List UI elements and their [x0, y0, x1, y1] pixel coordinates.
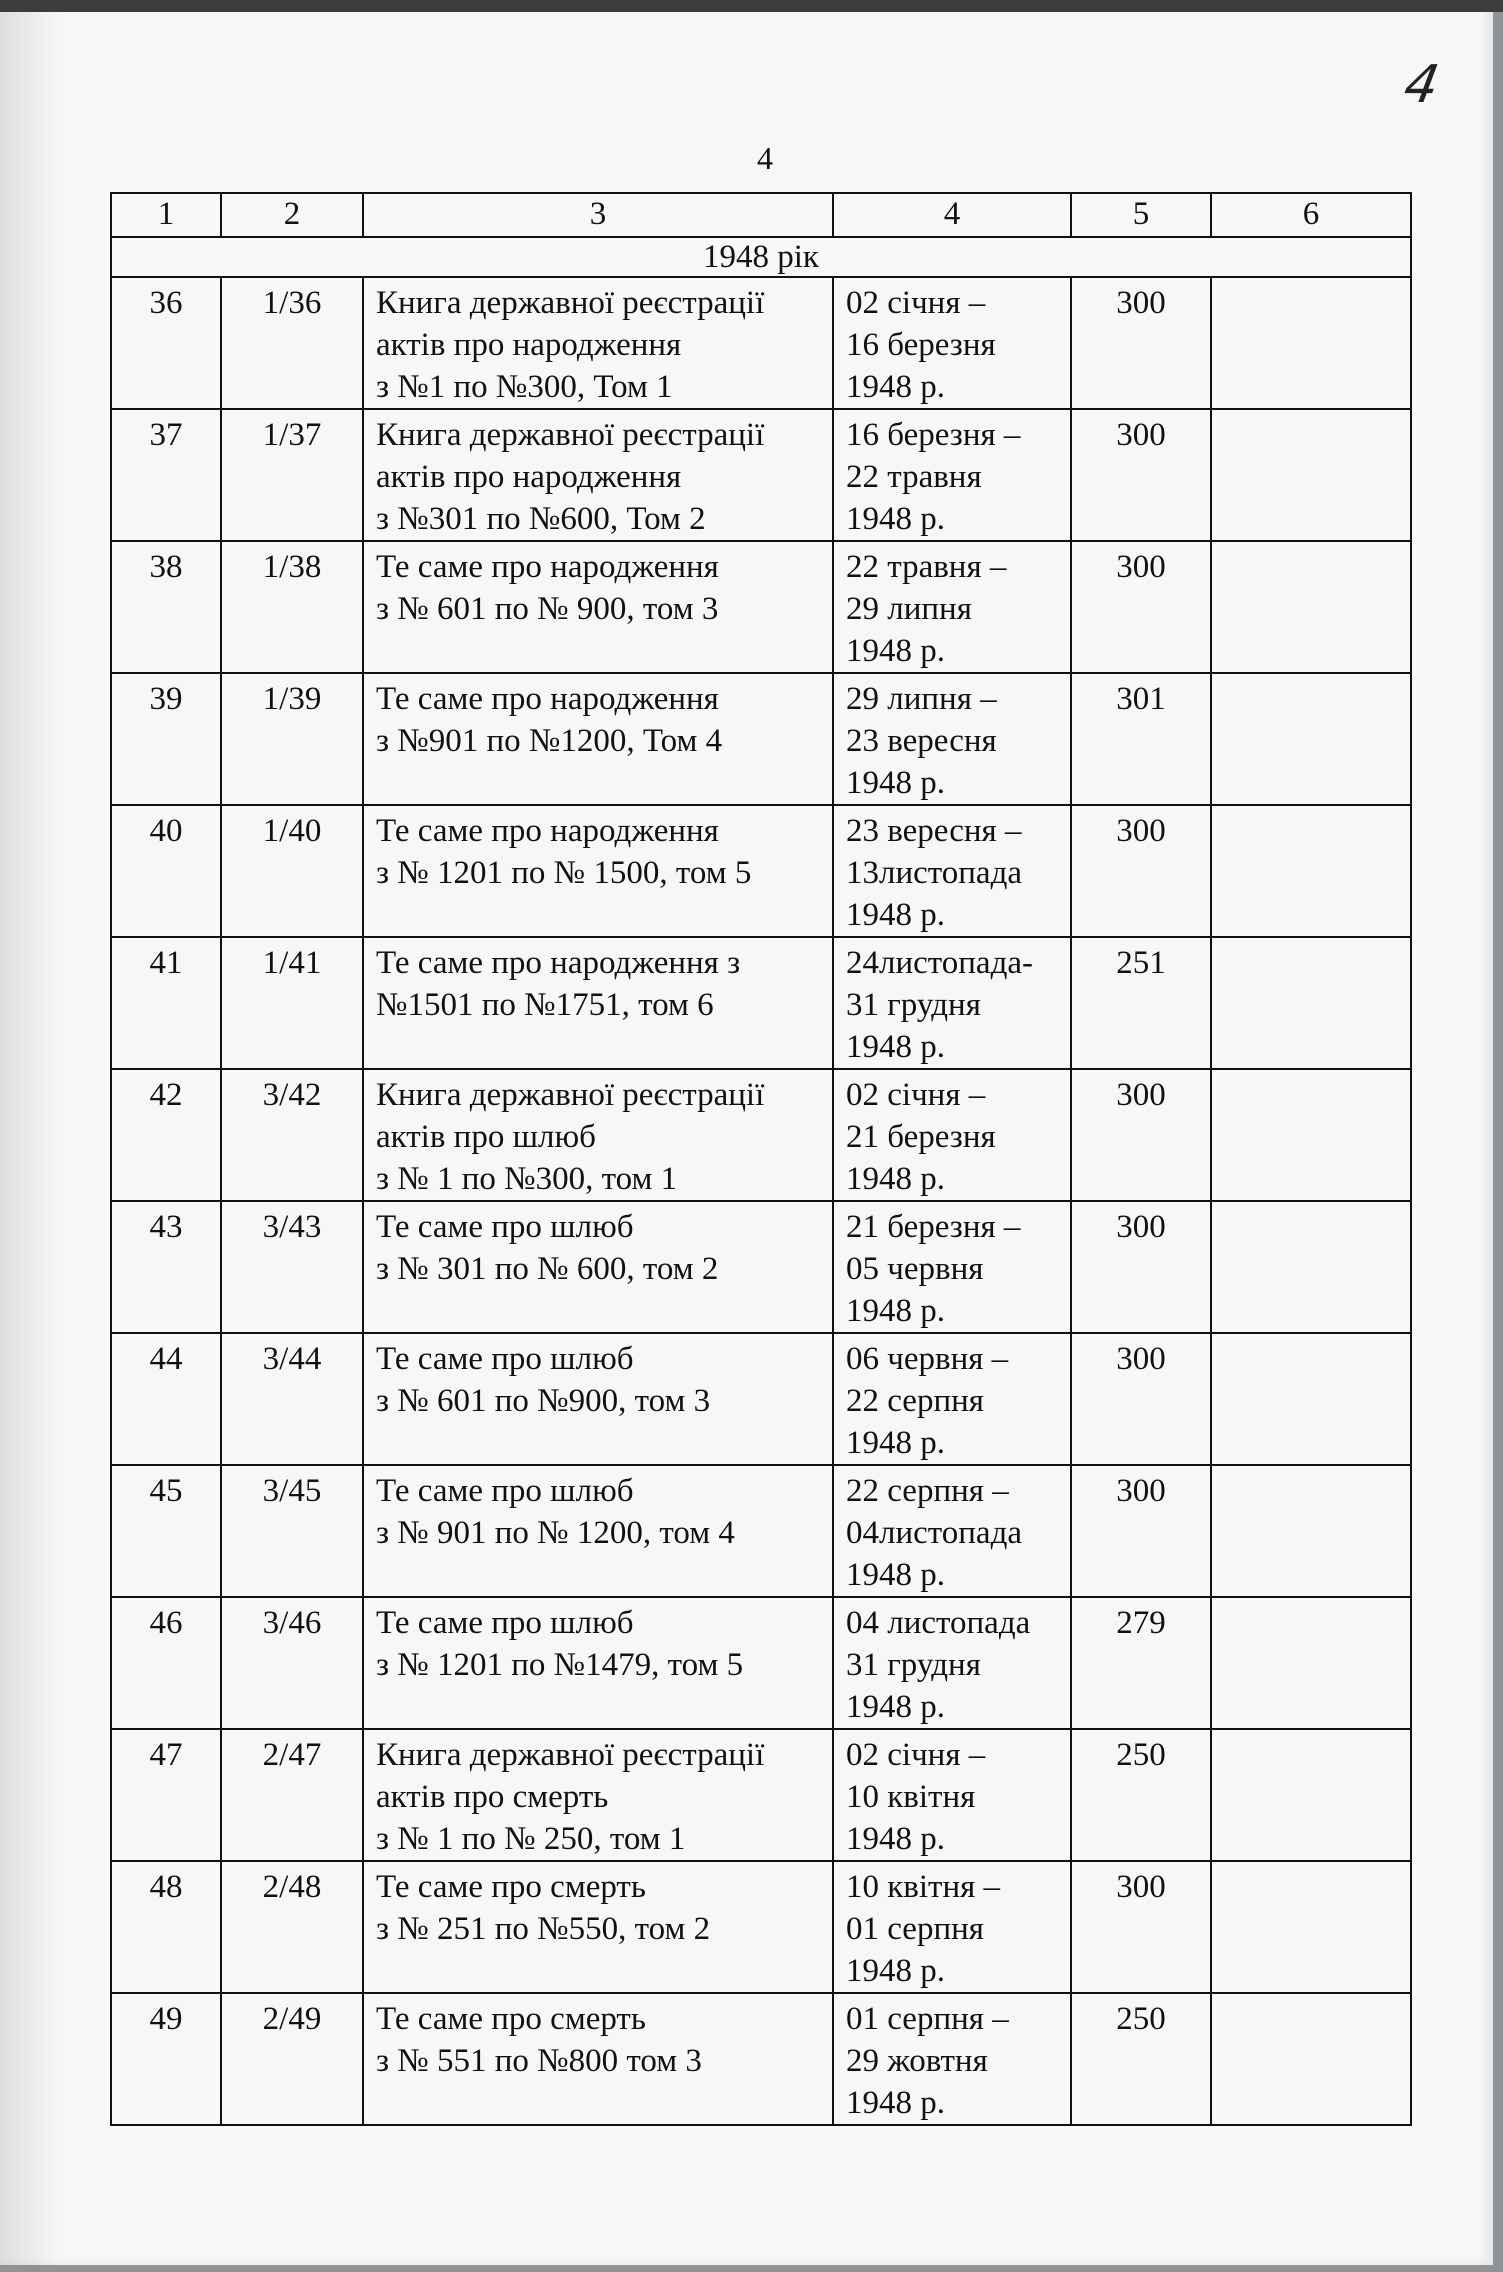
note — [1211, 277, 1411, 409]
sheet-count: 300 — [1071, 277, 1211, 409]
file-title-line: Те саме про шлюб — [376, 1473, 634, 1509]
date-line: 22 травня — [846, 459, 982, 495]
file-code: 1/38 — [221, 541, 363, 673]
date-range — [833, 1069, 1071, 1201]
table-row — [111, 541, 1411, 673]
file-title-line: Те саме про народження — [376, 549, 719, 585]
file-code: 3/46 — [221, 1597, 363, 1729]
file-title-line: з № 901 по № 1200, том 4 — [376, 1515, 735, 1551]
sheet-count: 301 — [1071, 673, 1211, 805]
file-title-line: з № 1201 по №1479, том 5 — [376, 1647, 744, 1683]
file-title — [363, 1333, 833, 1465]
date-line: 23 вересня — [846, 723, 997, 759]
date-range — [833, 1201, 1071, 1333]
date-line: 21 березня — [846, 1119, 996, 1155]
table-row — [111, 1861, 1411, 1993]
table-row — [111, 1597, 1411, 1729]
date-line: 02 січня – — [846, 1077, 986, 1113]
file-title-line: з № 251 по №550, том 2 — [376, 1911, 711, 1947]
file-title — [363, 1069, 833, 1201]
file-code: 1/37 — [221, 409, 363, 541]
sheet-count: 250 — [1071, 1993, 1211, 2125]
date-line: 1948 р. — [846, 501, 945, 537]
file-title — [363, 805, 833, 937]
date-range — [833, 1597, 1071, 1729]
date-line: 22 серпня – — [846, 1473, 1009, 1509]
date-line: 29 жовтня — [846, 2043, 988, 2079]
row-number: 43 — [111, 1201, 221, 1333]
note — [1211, 673, 1411, 805]
date-line: 1948 р. — [846, 1821, 945, 1857]
table-row — [111, 1729, 1411, 1861]
date-line: 21 березня – — [846, 1209, 1021, 1245]
date-line: 16 березня — [846, 327, 996, 363]
file-code: 2/49 — [221, 1993, 363, 2125]
date-range — [833, 1333, 1071, 1465]
scan-edge — [0, 0, 1503, 12]
file-title — [363, 1993, 833, 2125]
date-line: 1948 р. — [846, 1293, 945, 1329]
file-title-line: актів про смерть — [376, 1779, 609, 1815]
date-range — [833, 673, 1071, 805]
date-range — [833, 409, 1071, 541]
file-title — [363, 277, 833, 409]
date-line: 22 травня – — [846, 549, 1007, 585]
date-line: 01 серпня — [846, 1911, 984, 1947]
date-line: 1948 р. — [846, 1953, 945, 1989]
file-title-line: з № 601 по №900, том 3 — [376, 1383, 711, 1419]
date-line: 1948 р. — [846, 765, 945, 801]
note — [1211, 805, 1411, 937]
note — [1211, 1333, 1411, 1465]
date-line: 1948 р. — [846, 1425, 945, 1461]
note — [1211, 1069, 1411, 1201]
row-number: 40 — [111, 805, 221, 937]
note — [1211, 541, 1411, 673]
note — [1211, 1465, 1411, 1597]
file-title-line: з № 601 по № 900, том 3 — [376, 591, 719, 627]
sheet-count: 300 — [1071, 409, 1211, 541]
file-title-line: Те саме про шлюб — [376, 1341, 634, 1377]
date-range — [833, 1729, 1071, 1861]
file-title-line: №1501 по №1751, том 6 — [376, 987, 714, 1023]
file-title-line: актів про народження — [376, 327, 682, 363]
column-header: 6 — [1211, 193, 1411, 237]
file-title-line: з № 1201 по № 1500, том 5 — [376, 855, 752, 891]
row-number: 47 — [111, 1729, 221, 1861]
date-range — [833, 1465, 1071, 1597]
date-line: 1948 р. — [846, 633, 945, 669]
row-number: 49 — [111, 1993, 221, 2125]
date-line: 13листопада — [846, 855, 1023, 891]
note — [1211, 1201, 1411, 1333]
table-row — [111, 1993, 1411, 2125]
date-line: 29 липня — [846, 591, 972, 627]
file-title-line: актів про шлюб — [376, 1119, 596, 1155]
table-row — [111, 937, 1411, 1069]
sheet-count: 300 — [1071, 805, 1211, 937]
row-number: 36 — [111, 277, 221, 409]
file-code: 3/45 — [221, 1465, 363, 1597]
date-line: 02 січня – — [846, 285, 986, 321]
date-line: 31 грудня — [846, 987, 981, 1023]
row-number: 44 — [111, 1333, 221, 1465]
column-header: 3 — [363, 193, 833, 237]
file-title-line: Те саме про шлюб — [376, 1209, 634, 1245]
row-number: 41 — [111, 937, 221, 1069]
year-heading: 1948 рік — [111, 237, 1411, 277]
file-title-line: Те саме про смерть — [376, 2001, 646, 2037]
date-range — [833, 937, 1071, 1069]
date-line: 10 квітня — [846, 1779, 976, 1815]
row-number: 45 — [111, 1465, 221, 1597]
date-line: 04листопада — [846, 1515, 1023, 1551]
file-title-line: Книга державної реєстрації — [376, 1737, 765, 1773]
file-title — [363, 1861, 833, 1993]
column-header: 1 — [111, 193, 221, 237]
sheet-count: 300 — [1071, 541, 1211, 673]
table-row — [111, 277, 1411, 409]
date-range — [833, 277, 1071, 409]
column-header-row — [111, 193, 1411, 237]
row-number: 38 — [111, 541, 221, 673]
table-row — [111, 673, 1411, 805]
date-line: 1948 р. — [846, 1689, 945, 1725]
sheet-count: 300 — [1071, 1465, 1211, 1597]
date-line: 01 серпня – — [846, 2001, 1009, 2037]
file-code: 2/47 — [221, 1729, 363, 1861]
note — [1211, 1597, 1411, 1729]
sheet-count: 251 — [1071, 937, 1211, 1069]
file-title-line: Книга державної реєстрації — [376, 285, 765, 321]
row-number: 37 — [111, 409, 221, 541]
file-title-line: Те саме про народження з — [376, 945, 741, 981]
table-row — [111, 1465, 1411, 1597]
date-line: 1948 р. — [846, 897, 945, 933]
date-range — [833, 1993, 1071, 2125]
file-title — [363, 409, 833, 541]
file-title — [363, 541, 833, 673]
file-title-line: з №301 по №600, Том 2 — [376, 501, 706, 537]
row-number: 48 — [111, 1861, 221, 1993]
file-title-line: актів про народження — [376, 459, 682, 495]
note — [1211, 409, 1411, 541]
sheet-count: 300 — [1071, 1861, 1211, 1993]
file-title-line: з №1 по №300, Том 1 — [376, 369, 673, 405]
file-title-line: Те саме про народження — [376, 681, 719, 717]
file-code: 3/44 — [221, 1333, 363, 1465]
file-title-line: з №901 по №1200, Том 4 — [376, 723, 723, 759]
handwritten-page-number: 4 — [1399, 55, 1444, 115]
table-row — [111, 1201, 1411, 1333]
file-title — [363, 673, 833, 805]
note — [1211, 937, 1411, 1069]
date-range — [833, 805, 1071, 937]
note — [1211, 1729, 1411, 1861]
date-line: 1948 р. — [846, 1161, 945, 1197]
date-line: 29 липня – — [846, 681, 997, 717]
date-line: 16 березня – — [846, 417, 1021, 453]
file-code: 1/40 — [221, 805, 363, 937]
date-line: 31 грудня — [846, 1647, 981, 1683]
file-title-line: Те саме про смерть — [376, 1869, 646, 1905]
page-number: 4 — [757, 140, 773, 176]
column-header: 4 — [833, 193, 1071, 237]
date-line: 10 квітня – — [846, 1869, 1001, 1905]
table-row — [111, 805, 1411, 937]
file-title-line: Те саме про народження — [376, 813, 719, 849]
sheet-count: 279 — [1071, 1597, 1211, 1729]
sheet-count: 250 — [1071, 1729, 1211, 1861]
date-line: 04 листопада — [846, 1605, 1031, 1641]
file-code: 3/42 — [221, 1069, 363, 1201]
table-row — [111, 1333, 1411, 1465]
table-row — [111, 1069, 1411, 1201]
file-title-line: з № 301 по № 600, том 2 — [376, 1251, 719, 1287]
file-code: 1/39 — [221, 673, 363, 805]
sheet-count: 300 — [1071, 1333, 1211, 1465]
year-heading-row — [111, 237, 1411, 277]
note — [1211, 1861, 1411, 1993]
file-title-line: Книга державної реєстрації — [376, 417, 765, 453]
date-line: 02 січня – — [846, 1737, 986, 1773]
file-title-line: з № 1 по №300, том 1 — [376, 1161, 678, 1197]
binding-shadow — [0, 0, 60, 2265]
file-code: 2/48 — [221, 1861, 363, 1993]
row-number: 46 — [111, 1597, 221, 1729]
file-title-line: з № 551 по №800 том 3 — [376, 2043, 702, 2079]
sheet-count: 300 — [1071, 1069, 1211, 1201]
date-line: 24листопада- — [846, 945, 1033, 981]
file-code: 1/36 — [221, 277, 363, 409]
file-code: 1/41 — [221, 937, 363, 1069]
column-header: 5 — [1071, 193, 1211, 237]
file-title — [363, 1729, 833, 1861]
date-line: 06 червня – — [846, 1341, 1009, 1377]
column-header: 2 — [221, 193, 363, 237]
file-title-line: Те саме про шлюб — [376, 1605, 634, 1641]
row-number: 42 — [111, 1069, 221, 1201]
date-line: 1948 р. — [846, 1557, 945, 1593]
register-table — [110, 192, 1412, 2126]
file-code: 3/43 — [221, 1201, 363, 1333]
row-number: 39 — [111, 673, 221, 805]
table-row — [111, 409, 1411, 541]
date-line: 22 серпня — [846, 1383, 984, 1419]
file-title — [363, 1465, 833, 1597]
date-range — [833, 1861, 1071, 1993]
file-title — [363, 1201, 833, 1333]
date-line: 1948 р. — [846, 1029, 945, 1065]
file-title — [363, 1597, 833, 1729]
file-title — [363, 937, 833, 1069]
date-line: 23 вересня – — [846, 813, 1022, 849]
date-line: 1948 р. — [846, 369, 945, 405]
date-line: 1948 р. — [846, 2085, 945, 2121]
note — [1211, 1993, 1411, 2125]
sheet-count: 300 — [1071, 1201, 1211, 1333]
file-title-line: з № 1 по № 250, том 1 — [376, 1821, 686, 1857]
date-range — [833, 541, 1071, 673]
date-line: 05 червня — [846, 1251, 984, 1287]
file-title-line: Книга державної реєстрації — [376, 1077, 765, 1113]
